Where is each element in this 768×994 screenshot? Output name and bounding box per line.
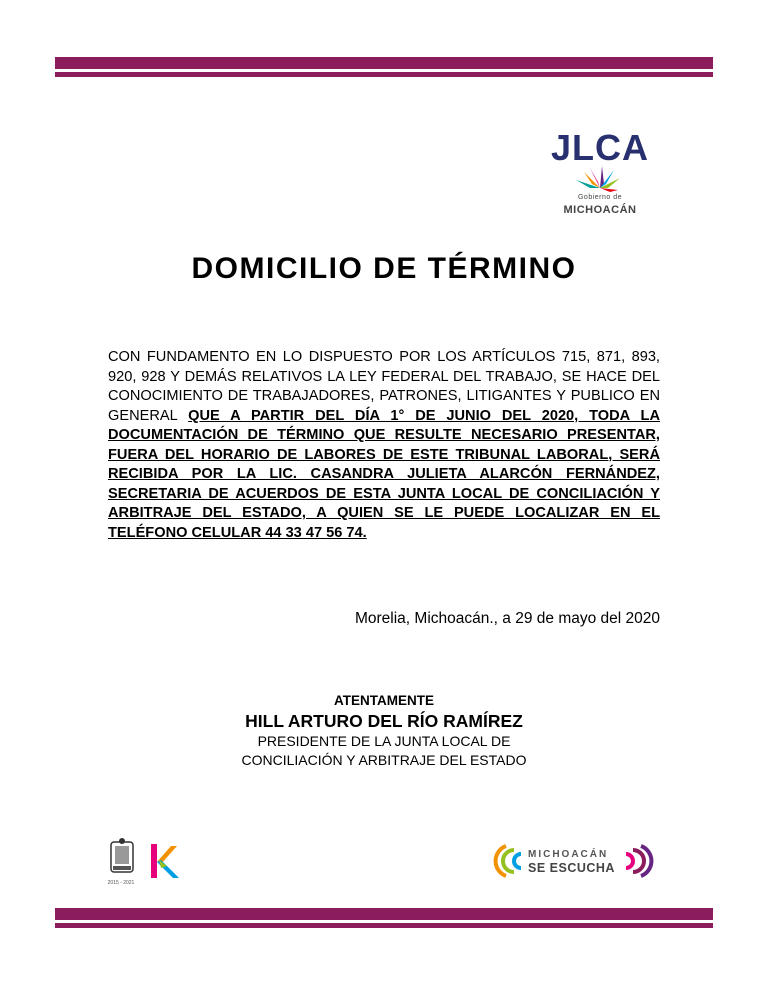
state-seal-icon	[111, 838, 133, 872]
gobierno-de-label: Gobierno de	[577, 194, 623, 201]
right-sound-waves-icon	[626, 846, 651, 876]
body-paragraph	[108, 348, 660, 543]
document-title: DOMICILIO DE TÉRMINO	[191, 252, 577, 285]
michoacan-logo-label: MICHOACÁN	[563, 204, 637, 216]
jlca-logo-text: JLCA	[550, 127, 649, 168]
left-sound-waves-icon	[496, 846, 521, 876]
seal-years-text: 2015 - 2021	[107, 880, 135, 886]
campaign-line-1: MICHOACÁN	[528, 849, 609, 860]
body-emphasis: QUE A PARTIR DEL DÍA 1° DE JUNIO DEL 2020, TODA LA DOCUMENTACIÓN DE TÉRMINO QUE RESULTE NECESARIO PRESENTAR, FUERA DEL HORARIO DE LABORES DE ESTE TRIBUNAL LABORAL, SERÁ RECIBIDA POR LA LIC. CASANDRA JULIETA ALARCÓN FERNÁNDEZ, SECRETARIA DE ACUERDOS DE ESTA JUNTA LOCAL DE CONCILIACIÓN Y ARBITRAJE DEL ESTADO, A QUIEN SE LE PUEDE LOCALIZAR EN EL TELÉFONO CELULAR 44 33 47 56 74.	[108, 407, 660, 541]
signature-block	[184, 692, 584, 770]
footer-left-logos	[103, 836, 183, 886]
signer-title-line-2: CONCILIACIÓN Y ARBITRAJE DEL ESTADO	[241, 752, 527, 768]
signer-name: HILL ARTURO DEL RÍO RAMÍREZ	[245, 711, 523, 731]
flower-icon	[576, 166, 620, 192]
signer-title-line-1: PRESIDENTE DE LA JUNTA LOCAL DE	[257, 733, 511, 749]
bottom-decorative-band	[55, 908, 713, 928]
k-logo-icon	[151, 844, 179, 878]
top-decorative-band	[55, 57, 713, 77]
closing-text: ATENTAMENTE	[334, 693, 434, 708]
campaign-line-2: SE ESCUCHA	[528, 861, 615, 875]
body-intro: CON FUNDAMENTO EN LO DISPUESTO POR LOS ARTÍCULOS 715, 871, 893, 920, 928 Y DEMÁS RELATIVOS LA LEY FEDERAL DEL TRABAJO, SE HACE DEL CONOCIMIENTO DE TRABAJADORES, PATRONES, LITIGANTES Y PUBLICO EN GENERAL	[108, 349, 660, 424]
place-and-date: Morelia, Michoacán., a 29 de mayo del 2020	[354, 610, 660, 627]
